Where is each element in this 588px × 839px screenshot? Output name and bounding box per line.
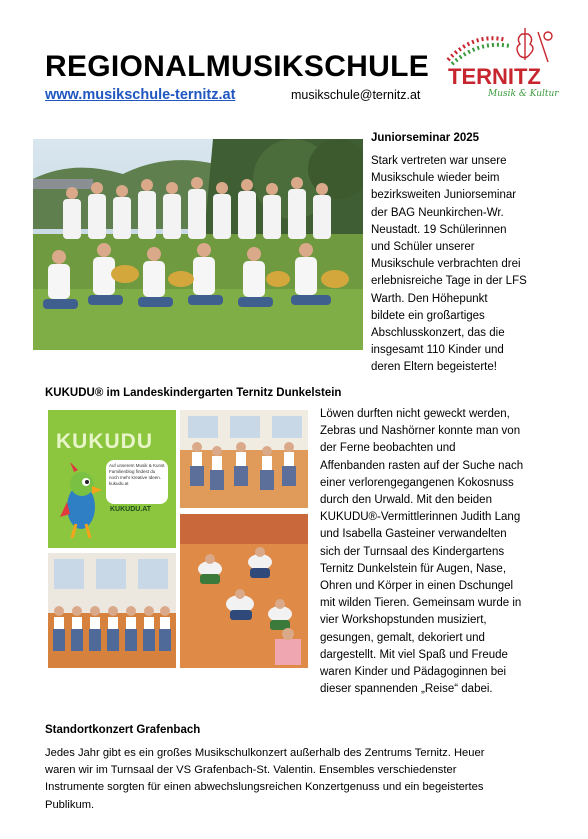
svg-text:Musik & Kultur: Musik & Kultur <box>488 89 559 99</box>
text-line: Publikum. <box>45 798 95 811</box>
text-line: Zebras und Nashörner konnte man von <box>320 425 521 438</box>
text-line: Warth. Den Höhepunkt <box>371 292 488 305</box>
poster-url: KUKUDU.AT <box>110 506 152 513</box>
violin-icon <box>517 28 552 62</box>
text-line: dieser spannenden „Reise“ dabei. <box>320 683 493 696</box>
poster-speech-bubble: Auf unserem Musik & Kunst Familienblog findest du noch mehr kreative Ideen. kukudu.at <box>106 460 168 504</box>
text-line: vier Workshopstunden musiziert, <box>320 614 487 627</box>
standort-title: Standortkonzert Grafenbach <box>45 724 201 736</box>
text-line: bildete ein großartiges <box>371 309 485 322</box>
text-line: der Ferne beobachten und <box>320 442 456 455</box>
text-line: Abschlusskonzert, das die <box>371 327 505 340</box>
juniorseminar-title: Juniorseminar 2025 <box>371 132 480 144</box>
kindergarten-photo-3 <box>48 553 176 668</box>
text-line: waren Kinder und Pädagoginnen bei <box>320 666 507 679</box>
standort-text <box>45 745 565 814</box>
text-line: einer verlorengegangenen Kokosnuss <box>320 476 514 489</box>
text-line: dargestellt. Mit viel Spaß und Freude <box>320 648 508 661</box>
svg-text:TERNITZ: TERNITZ <box>448 64 541 89</box>
juniorseminar-text <box>371 153 561 377</box>
kukudu-text <box>320 406 550 698</box>
email-address[interactable]: musikschule@ternitz.at <box>291 88 421 102</box>
text-line: deren Eltern begeisterte! <box>371 361 497 374</box>
juniorseminar-group-photo <box>33 139 363 350</box>
text-line: mit wilden Tieren. Gemeinsam wurde in <box>320 597 522 610</box>
text-line: gesungen, gemalt, dekoriert und <box>320 631 485 644</box>
text-line: Neustadt. 19 Schülerinnen <box>371 223 507 236</box>
text-line: Löwen durften nicht geweckt werden, <box>320 408 510 420</box>
text-line: Ohren und Körper in einen Dschungel <box>320 580 514 593</box>
text-line: Ternitz Dunkelstein für Augen, Nase, <box>320 562 507 575</box>
text-line: durch den Urwald. Mit den beiden <box>320 494 492 507</box>
text-line: KUKUDU®-Vermittlerinnen Judith Lang <box>320 511 521 524</box>
text-line: Jedes Jahr gibt es ein großes Musikschulkonzert außerhalb des Zentrums Ternitz. Heuer <box>45 747 485 759</box>
text-line: Musikschule wieder beim <box>371 172 500 185</box>
text-line: bezirksweiten Juniorseminar <box>371 189 517 202</box>
ternitz-logo <box>444 26 562 100</box>
kukudu-poster <box>48 410 176 548</box>
text-line: der BAG Neunkirchen-Wr. <box>371 206 504 219</box>
text-line: Affenbanden rasten auf der Suche nach <box>320 459 524 472</box>
page-title: REGIONALMUSIKSCHULE <box>45 50 430 83</box>
poster-title: KUKUDU <box>56 430 153 453</box>
text-line: und Isabella Gasteiner verwandelten <box>320 528 507 541</box>
text-line: Musikschule verbrachten drei <box>371 258 521 271</box>
text-line: Stark vertreten war unsere <box>371 155 507 167</box>
kindergarten-photo-1 <box>180 410 308 508</box>
text-line: insgesamt 110 Kinder und <box>371 344 504 357</box>
text-line: erlebnisreiche Tage in der LFS <box>371 275 527 288</box>
text-line: sich der Turnsaal des Kindergartens <box>320 545 505 558</box>
kukudu-title: KUKUDU® im Landeskindergarten Ternitz Dunkelstein <box>45 387 342 399</box>
text-line: Instrumente sorgten für einen abwechslungsreichen Konzertgenuss und ein begeistertes <box>45 781 484 794</box>
text-line: waren wir im Turnsaal der VS Grafenbach-St. Valentin. Ensembles verschiedenster <box>45 764 457 777</box>
parrot-icon <box>56 462 106 545</box>
kindergarten-photo-2 <box>180 514 308 668</box>
website-link[interactable]: www.musikschule-ternitz.at <box>45 87 236 103</box>
text-line: und Schüler unserer <box>371 241 475 254</box>
